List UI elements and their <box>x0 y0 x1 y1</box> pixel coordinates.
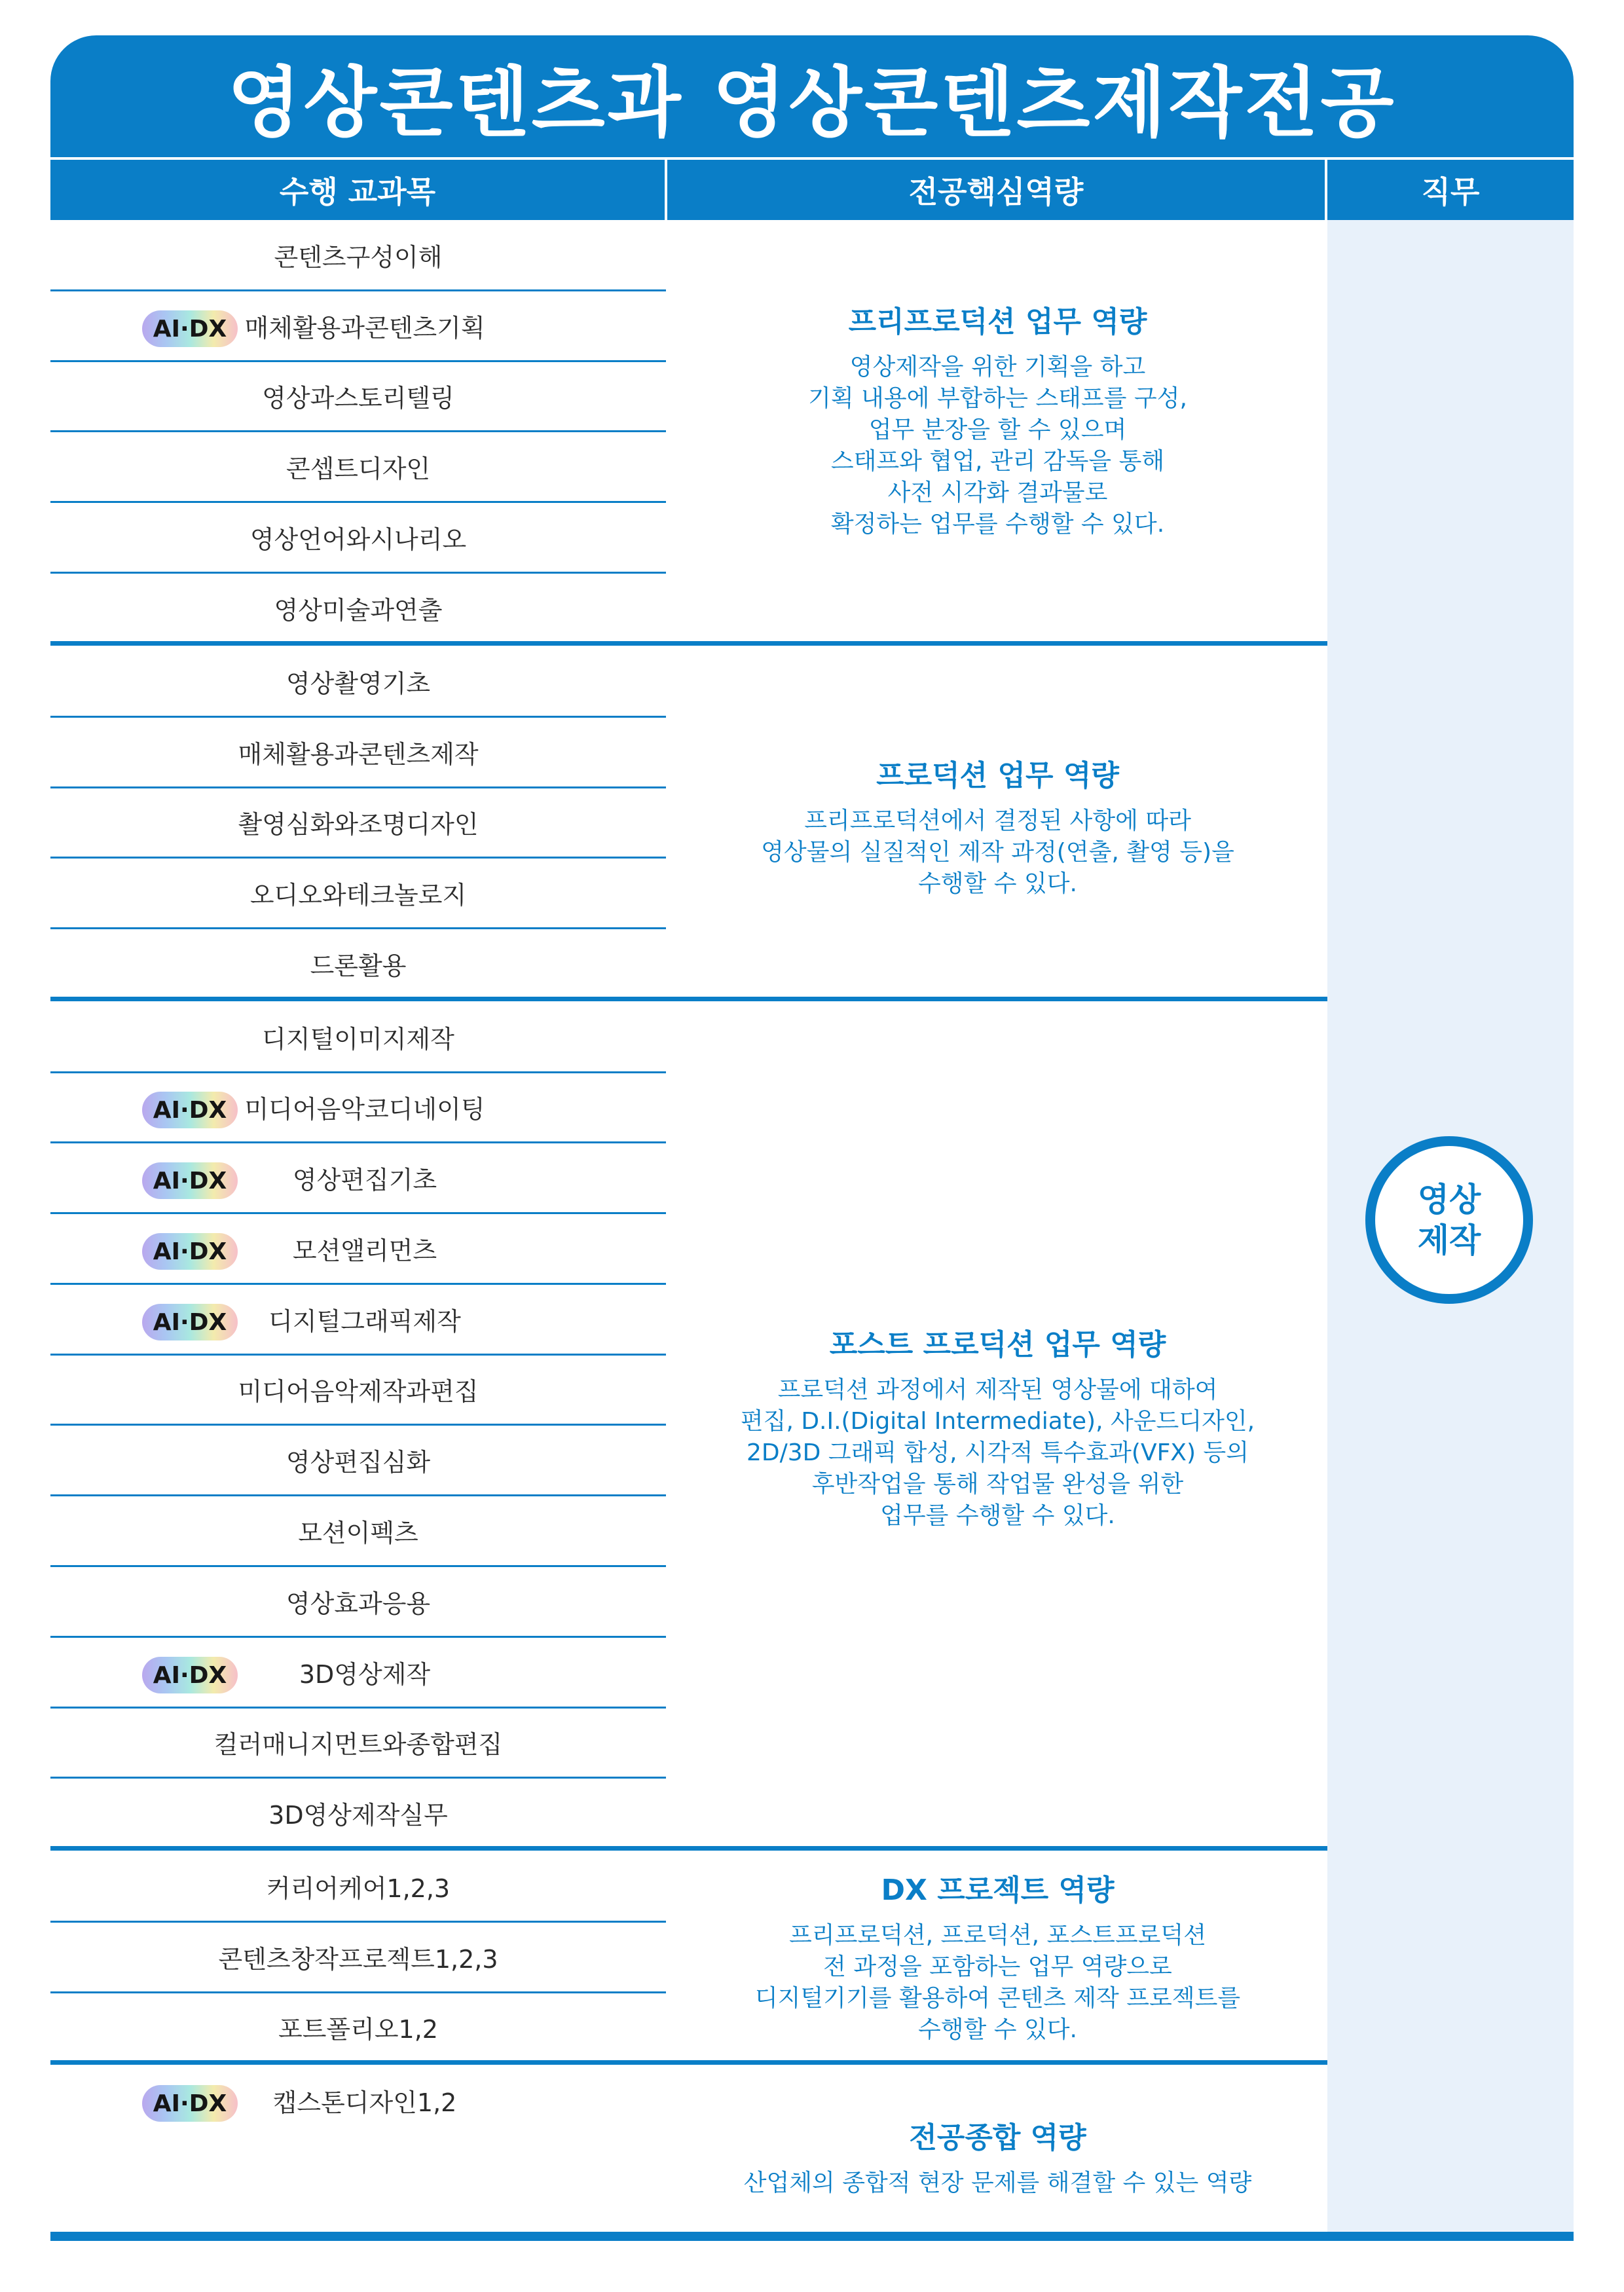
competency-description <box>668 1920 1327 2046</box>
competency-description-line: 스태프와 협업, 관리 감독을 통해 <box>830 448 1165 475</box>
competency-description-line: 2D/3D 그래픽 합성, 시각적 특수효과(VFX) 등의 <box>747 1439 1249 1466</box>
competency-description <box>668 1375 1327 1532</box>
competency-description-line: 영상제작을 위한 기획을 하고 <box>849 354 1146 380</box>
course-row <box>50 787 666 857</box>
header-job: 직무 <box>1327 160 1574 220</box>
competency-block <box>668 2114 1327 2199</box>
competency-description-line: 후반작업을 통해 작업물 완성을 위한 <box>811 1471 1184 1498</box>
course-row <box>50 1496 666 1566</box>
course-name: 3D영상제작 <box>299 1660 431 1689</box>
competency-description-line: 확정하는 업무를 수행할 수 있다. <box>830 511 1165 538</box>
competency-description-line: 영상물의 실질적인 제작 과정(연출, 촬영 등)을 <box>761 839 1234 866</box>
course-name: 영상효과응용 <box>286 1589 431 1618</box>
section-divider <box>50 641 1327 646</box>
section-divider <box>50 1846 1327 1851</box>
competency-description-line: 프리프로덕션, 프로덕션, 포스트프로덕션 <box>789 1922 1206 1949</box>
course-name: 캡스톤디자인1,2 <box>272 2088 457 2117</box>
competency-description <box>668 2168 1327 2199</box>
competency-description <box>668 352 1327 540</box>
competency-description-line: 산업체의 종합적 현장 문제를 해결할 수 있는 역량 <box>743 2170 1252 2196</box>
competency-title: 포스트 프로덕션 업무 역량 <box>829 1328 1166 1361</box>
aidx-badge: AI·DX <box>142 1092 238 1128</box>
competency-title: 프리프로덕션 업무 역량 <box>848 305 1147 339</box>
course-name: 콘텐츠창작프로젝트1,2,3 <box>218 1945 498 1974</box>
competency-description-line: 기획 내용에 부합하는 스태프를 구성, <box>808 385 1187 412</box>
course-row <box>50 1922 666 1992</box>
aidx-badge: AI·DX <box>142 1233 238 1270</box>
course-row <box>50 1002 666 1072</box>
header-competency: 전공핵심역량 <box>667 160 1325 220</box>
section-divider <box>50 2060 1327 2065</box>
competency-description-line: 업무 분장을 할 수 있으며 <box>868 416 1127 443</box>
course-name: 오디오와테크놀로지 <box>249 881 467 910</box>
course-name: 미디어음악코디네이팅 <box>244 1095 485 1124</box>
competency-description-line: 프로덕션 과정에서 제작된 영상물에 대하여 <box>777 1377 1218 1403</box>
course-row <box>50 1354 666 1424</box>
competency-description-line: 업무를 수행할 수 있다. <box>880 1502 1115 1529</box>
course-name: 영상미술과연출 <box>274 596 443 625</box>
course-row <box>50 1851 666 1921</box>
course-row <box>50 291 666 361</box>
course-name: 촬영심화와조명디자인 <box>238 810 479 839</box>
competency-title: DX 프로젝트 역량 <box>881 1874 1115 1907</box>
course-name: 미디어음악제작과편집 <box>238 1377 479 1406</box>
course-name: 영상촬영기초 <box>286 669 431 698</box>
course-row <box>50 361 666 431</box>
course-name: 영상편집기초 <box>292 1166 437 1194</box>
course-name: 영상편집심화 <box>286 1448 431 1477</box>
course-row <box>50 2065 666 2135</box>
course-name: 디지털그래픽제작 <box>268 1307 461 1336</box>
course-row <box>50 432 666 502</box>
competency-block <box>668 752 1327 900</box>
aidx-badge: AI·DX <box>142 1162 238 1199</box>
competency-description-line: 디지털기기를 활용하여 콘텐츠 제작 프로젝트를 <box>754 1985 1241 2012</box>
competency-description-line: 수행할 수 있다. <box>918 870 1077 897</box>
course-row <box>50 717 666 787</box>
course-row <box>50 220 666 290</box>
course-row <box>50 1143 666 1213</box>
competency-title: 전공종합 역량 <box>909 2121 1086 2154</box>
competency-description <box>668 805 1327 900</box>
aidx-badge: AI·DX <box>142 1657 238 1693</box>
competency-description-line: 편집, D.I.(Digital Intermediate), 사운드디자인, <box>740 1408 1255 1435</box>
aidx-badge: AI·DX <box>142 2085 238 2122</box>
competency-title: 프로덕션 업무 역량 <box>876 759 1119 792</box>
bottom-rule <box>50 2232 1574 2241</box>
course-name: 모션이펙츠 <box>298 1519 418 1547</box>
title-banner <box>50 35 1574 157</box>
course-row <box>50 1566 666 1636</box>
course-row <box>50 1707 666 1777</box>
aidx-badge: AI·DX <box>142 310 238 347</box>
competency-block <box>668 1866 1327 2046</box>
course-row <box>50 502 666 572</box>
page-title: 영상콘텐츠과 영상콘텐츠제작전공 <box>227 58 1397 147</box>
course-row <box>50 1778 666 1848</box>
course-row <box>50 929 666 999</box>
course-row <box>50 1637 666 1707</box>
competency-description-line: 전 과정을 포함하는 업무 역량으로 <box>823 1953 1172 1980</box>
course-row <box>50 1992 666 2062</box>
course-name: 커리어케어1,2,3 <box>266 1874 451 1903</box>
course-row <box>50 573 666 643</box>
course-name: 컬러매니지먼트와종합편집 <box>213 1730 503 1759</box>
competency-block <box>668 298 1327 540</box>
course-row <box>50 1072 666 1142</box>
course-row <box>50 858 666 928</box>
course-row <box>50 1284 666 1354</box>
competency-block <box>668 1321 1327 1532</box>
competency-description-line: 프리프로덕션에서 결정된 사항에 따라 <box>804 807 1191 834</box>
course-row <box>50 1213 666 1284</box>
course-name: 매체활용과콘텐츠기획 <box>244 314 485 342</box>
course-name: 콘셉트디자인 <box>286 454 431 483</box>
course-name: 포트폴리오1,2 <box>278 2015 438 2044</box>
competency-description-line: 사전 시각화 결과물로 <box>887 479 1108 506</box>
course-row <box>50 1425 666 1495</box>
course-name: 모션앨리먼츠 <box>292 1236 437 1265</box>
course-name: 영상언어와시나리오 <box>249 525 467 554</box>
competency-description-line: 수행할 수 있다. <box>918 2016 1077 2043</box>
course-row <box>50 646 666 716</box>
job-badge <box>1365 1136 1533 1304</box>
course-name: 콘텐츠구성이해 <box>274 243 443 272</box>
course-name: 3D영상제작실무 <box>268 1801 448 1830</box>
course-name: 드론활용 <box>310 952 407 980</box>
course-name: 영상과스토리텔링 <box>262 384 454 413</box>
aidx-badge: AI·DX <box>142 1304 238 1340</box>
course-name: 매체활용과콘텐츠제작 <box>238 740 479 769</box>
course-name: 디지털이미지제작 <box>262 1025 454 1054</box>
job-label: 영상 제작 <box>1417 1181 1481 1259</box>
section-divider <box>50 997 1327 1001</box>
header-courses: 수행 교과목 <box>50 160 665 220</box>
